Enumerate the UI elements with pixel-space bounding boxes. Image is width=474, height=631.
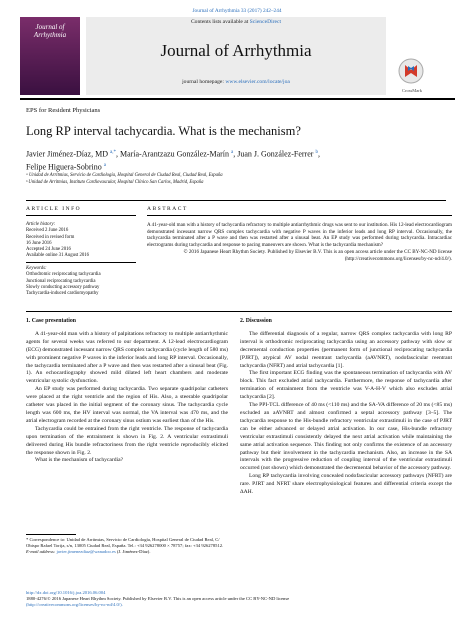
paragraph: A 41-year-old man with a history of palpitations refractory to multiple antiarrhythmic agents for several weeks was referred to our department. A 12-lead electrocardiogram (ECG) demonstrated incessant narrow QRS complex tachycardia (cycle length of 580 ms) with prominent negative P waves in the inferior leads and long RP interval. Occasionally, the tachycardia terminated after a P wave and then was restarted after a sinusal beat (Fig. 1). An echocardiography showed mild dilated left heart chambers and moderate ventricular systolic dysfunction. xyxy=(26,330,228,385)
running-head[interactable]: Journal of Arrhythmia 33 (2017) 242–244 xyxy=(192,8,282,14)
left-column xyxy=(26,318,228,465)
doi-link[interactable]: http://dx.doi.org/10.1016/j.joa.2016.06.004 xyxy=(26,590,106,595)
crossmark-label: CrossMark xyxy=(402,88,422,93)
section1-heading: 1. Case presentation xyxy=(26,318,76,324)
affiliation-b: ᵇ Unidad de Arritmias, Instituto Cardiovascular, Hospital Clínico San Carlos, Madrid, España xyxy=(26,179,204,185)
paragraph: What is the mechanism of tachycardia? xyxy=(35,457,124,464)
sciencedirect-link[interactable]: ScienceDirect xyxy=(249,19,282,25)
page-footer: http://dx.doi.org/10.1016/j.joa.2016.06.004 1880-4276/© 2016 Japanese Heart Rhythm Society. Published by Elsevier B.V. This is an open access article under the CC BY-NC-ND license (http://creativecommons.org/licenses/by-nc-nd/4.0/). xyxy=(26,590,452,608)
authors: Javier Jiménez-Díaz, MD $^{a,*}$, María-Arantzazu González-Marín $^a$, Juan J. González-Ferrer $^b$, Felipe Higuera-Sobrino $^a$ xyxy=(26,149,320,172)
license-link[interactable]: (http://creativecommons.org/licenses/by-nc-nd/4.0/). xyxy=(26,602,123,607)
footnote-rule xyxy=(26,534,76,535)
journal-homepage: journal homepage: www.elsevier.com/locate/joa xyxy=(182,79,290,85)
section-label: EPS for Resident Physicians xyxy=(26,107,101,114)
affiliations xyxy=(26,173,446,186)
journal-name: Journal of Arrhythmia xyxy=(160,41,312,60)
journal-cover-image[interactable] xyxy=(20,17,80,95)
right-column xyxy=(240,318,452,497)
divider xyxy=(26,200,446,201)
divider xyxy=(26,262,136,263)
email-link[interactable]: javier.jimenezdiaz@wanadoo.es xyxy=(56,549,116,554)
abstract-heading: ABSTRACT xyxy=(147,206,188,212)
section2-heading: 2. Discussion xyxy=(240,318,272,324)
divider xyxy=(26,311,452,312)
cover-title: Journal of Arrhythmia xyxy=(33,23,67,39)
abstract xyxy=(147,222,452,262)
divider xyxy=(147,215,452,216)
paragraph: The first important ECG finding was the spontaneous termination of tachycardia with AV block. This fact excluded atrial tachycardia. Furthermore, the response of tachycardia after termination of entrainment from the ventricle was V-A-H-V which also excludes atrial tachycardia [2]. xyxy=(240,370,452,401)
copyright: © 2016 Japanese Heart Rhythm Society. Published by Elsevier B.V. This is an open access article under the CC BY-NC-ND license (http://creativecommons.org/licenses/by-nc-nd/4.0/). xyxy=(183,248,452,262)
article-history: Article history: Received 2 June 2016 Received in revised form 16 June 2016 Accepted 24 June 2016 Available online 31 August 2016 xyxy=(26,222,90,259)
paragraph: The PPI-TCL difference of 40 ms (<110 ms) and the SA-VA difference of 20 ms (<85 ms) excluded an aAVNRT and almost confirmed a septal accessory pathway [3–5]. The tachycardia response to the His-bundle refractory ventricular extrastimuli in the case of PJRT can be either advanced or delayed atrial activation. In our case, His-bundle refractory ventricular extrastimuli consistently delayed the next atrial activation while maintaining the same atrial activation sequence. This finding not only confirms the existence of an accessory pathway but their involvement in the tachycardia mechanism. Also, an increase in the SA intervals with the progressive reduction of coupling interval of the ventricular extrastimuli occurred (not shown) which demonstrated the decremental behavior of the accessory pathway. xyxy=(240,402,452,472)
affiliation-a: ᵃ Unidad de Arritmias, Servicio de Cardiología, Hospital General de Ciudad Real, Ciudad Real, España xyxy=(26,173,223,178)
abstract-text: A 41-year-old man with a history of tachycardia refractory to multiple antiarrhythmic drugs was sent to our institution. His 12-lead electrocardiogram demonstrated incessant narrow QRS complex tachycardia with negative P waves in the inferior leads and long RP interval. Occasionally, the tachycardia terminated after a P wave and then was restarted after a sinusal beat. An EP study was performed during tachycardia. Intracardiac electrograms during tachycardia and response to pacing maneuvers are shown. What is the tachycardia mechanism? xyxy=(147,222,453,249)
article-info-heading: ARTICLE INFO xyxy=(26,206,82,212)
header-rule xyxy=(20,98,455,100)
keywords: Keywords: Orthodromic reciprocating tachycardia Junctional reciprocating tachycardia Slowly conducting accessory pathway Tachycardia-induced cardiomyopathy xyxy=(26,266,101,297)
footnote: * Correspondence to: Unidad de Arritmias, Servicio de Cardiología, Hospital General de Ciudad Real, C/ Obispo Rafael Torija, s/n, 13005 Ciudad Real, España. Tel.: +34 926278000 × 78757; fax: +34 926278512. E-mail address: javier.jimenezdiaz@wanadoo.es (J. Jiménez-Díaz). xyxy=(26,537,224,554)
paragraph: An EP study was performed during tachycardia. Two separate quadripolar catheters were placed at the right ventricle and the region of His. Also, a steerable quadripolar catheter was placed in the initial segment of the coronary sinus. The tachycardia cycle length was 600 ms, the HV interval was normal, the VA interval was 470 ms, and the atrial electrogram recorded at the coronary sinus ostium was earliest than of the His. xyxy=(26,386,228,424)
divider xyxy=(26,215,136,216)
homepage-link[interactable]: www.elsevier.com/locate/joa xyxy=(225,79,290,85)
paragraph: Tachycardia could be entrained from the right ventricle. The response of tachycardia upon termination of the entrainment is shown in Fig. 2. A ventricular extrastimuli delivered during His bundle refractoriness from the right ventricle reproducibly elicited the response shown in Fig. 2. xyxy=(26,425,228,456)
article-title: Long RP interval tachycardia. What is the mechanism? xyxy=(26,124,301,138)
paragraph: The differential diagnosis of a regular, narrow QRS complex tachycardia with long RP interval is orthodromic reciprocating tachycardia using an accessory pathway with slow or decremental conduction properties (permanent form of junctional reciprocating tachycardia [PJRT]), atypical AV nodal reentrant tachycardia (aAVNRT), nodofascicular reentrant tachycardia (NFRT) and atrial tachycardia [1]. xyxy=(240,330,452,369)
contents-available: Contents lists available at ScienceDirect xyxy=(190,19,282,25)
journal-banner xyxy=(20,17,455,99)
paragraph: Long RP tachycardia involving concealed nodofascicular accessory pathways (NFRT) are rare. PJRT and NFRT share electrophysiological features and differential criteria except the ΔAH. xyxy=(240,473,452,496)
crossmark-icon[interactable] xyxy=(396,57,426,85)
